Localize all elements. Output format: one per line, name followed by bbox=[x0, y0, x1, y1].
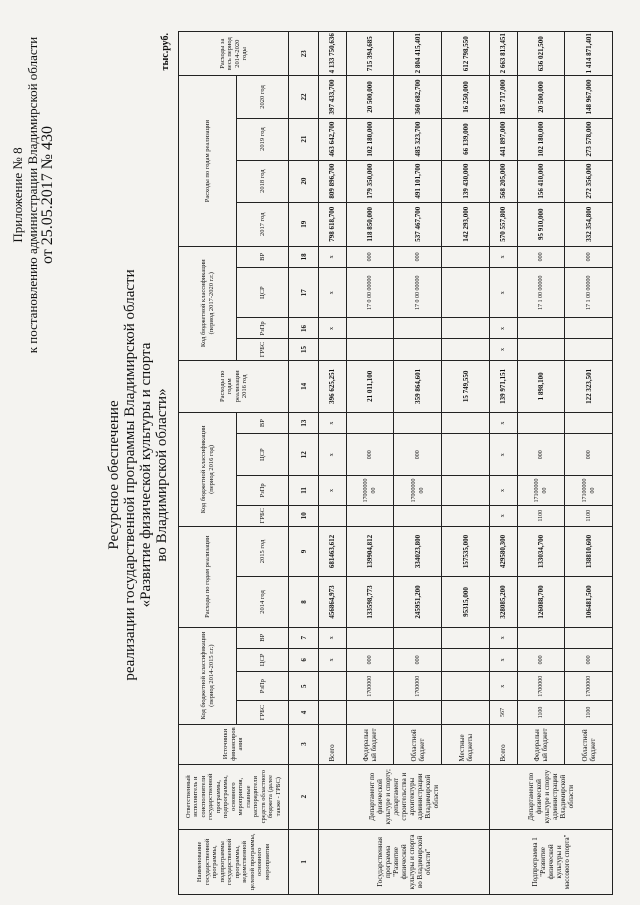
table-cell bbox=[442, 476, 490, 505]
column-index: 9 bbox=[289, 526, 319, 577]
table-cell: 273 578,000 bbox=[565, 118, 613, 160]
table-cell bbox=[394, 505, 442, 526]
table-cell bbox=[346, 413, 394, 434]
header-grbs: ГРБС bbox=[237, 339, 289, 360]
table-cell bbox=[442, 701, 490, 724]
header-2015: 2015 год bbox=[237, 526, 289, 577]
column-index: 22 bbox=[289, 76, 319, 118]
table-cell bbox=[442, 246, 490, 267]
table-cell: х bbox=[489, 476, 517, 505]
table-cell: 126088,700 bbox=[517, 577, 565, 628]
table-cell bbox=[442, 671, 490, 700]
table-cell: 1 414 871,401 bbox=[565, 32, 613, 76]
table-cell: х bbox=[489, 413, 517, 434]
table-cell: 1700000000 bbox=[346, 476, 394, 505]
appendix-number: Приложение № 8 bbox=[10, 147, 25, 243]
column-index: 14 bbox=[289, 360, 319, 413]
title-line-1: Ресурсное обеспечение bbox=[106, 400, 122, 550]
table-cell: 245951,200 bbox=[394, 577, 442, 628]
table-cell: 118 850,000 bbox=[346, 202, 394, 246]
table-cell bbox=[346, 318, 394, 339]
column-index: 13 bbox=[289, 413, 319, 434]
table-cell: 1710000000 bbox=[565, 476, 613, 505]
column-index: 19 bbox=[289, 202, 319, 246]
funding-source: Всего bbox=[319, 724, 347, 764]
column-index: 3 bbox=[289, 724, 319, 764]
table-cell: 570 557,800 bbox=[489, 202, 517, 246]
table-cell: х bbox=[489, 267, 517, 318]
table-cell: 1700000 bbox=[394, 671, 442, 700]
table-cell: х bbox=[489, 671, 517, 700]
table-cell: 122 323,501 bbox=[565, 360, 613, 413]
table-cell bbox=[565, 413, 613, 434]
table-cell: х bbox=[319, 476, 347, 505]
header-2014: 2014 год bbox=[237, 577, 289, 628]
header-name: Наименование государственной программы, подпрограммы государственной программы, ведомственной целевой программы, основного мероприятия bbox=[179, 829, 289, 894]
grbs-code: 567 bbox=[500, 708, 507, 717]
table-cell: 102 180,000 bbox=[517, 118, 565, 160]
appendix-block bbox=[10, 35, 55, 355]
table-cell bbox=[319, 701, 347, 724]
table-cell: 95 910,000 bbox=[517, 202, 565, 246]
appendix-date: от 25.05.2017 № 430 bbox=[39, 125, 56, 265]
header-rzpr: РзПр bbox=[237, 476, 289, 505]
funding-source: Всего bbox=[489, 724, 517, 764]
program-section bbox=[319, 32, 490, 895]
table-cell: 000 bbox=[565, 434, 613, 476]
table-cell: х bbox=[319, 434, 347, 476]
table-cell: х bbox=[489, 627, 517, 648]
table-cell: 16 250,000 bbox=[442, 76, 490, 118]
table-cell: 139 971,151 bbox=[489, 360, 517, 413]
column-index: 4 bbox=[289, 701, 319, 724]
table-cell: х bbox=[319, 627, 347, 648]
table-cell: 000 bbox=[346, 246, 394, 267]
table-cell bbox=[319, 505, 347, 526]
table-cell: х bbox=[489, 318, 517, 339]
header-rzpr: РзПр bbox=[237, 671, 289, 700]
column-index: 6 bbox=[289, 648, 319, 671]
table-cell: 332 354,800 bbox=[565, 202, 613, 246]
resource-table bbox=[178, 31, 613, 895]
table-cell: 463 642,700 bbox=[319, 118, 347, 160]
subprogram-responsible: Департамент по физической культуре и спорту администрации Владимирской области bbox=[489, 764, 612, 829]
header-2017: 2017 год bbox=[237, 202, 289, 246]
table-cell: 102 180,000 bbox=[346, 118, 394, 160]
column-index: 11 bbox=[289, 476, 319, 505]
table-cell: 000 bbox=[394, 648, 442, 671]
table-cell: х bbox=[489, 246, 517, 267]
table-cell: 328085,200 bbox=[489, 577, 517, 628]
subprogram-row bbox=[489, 32, 517, 895]
table-cell: 441 897,000 bbox=[489, 118, 517, 160]
column-index: 16 bbox=[289, 318, 319, 339]
table-cell: х bbox=[319, 413, 347, 434]
title-line-3: «Развитие физической культуры и спорта bbox=[138, 342, 154, 608]
table-cell: 17 1 00 00000 bbox=[517, 267, 565, 318]
table-cell: х bbox=[489, 648, 517, 671]
header-source: Источники финансирования bbox=[179, 724, 289, 764]
table-cell bbox=[346, 701, 394, 724]
table-cell: 715 394,685 bbox=[346, 32, 394, 76]
column-index: 17 bbox=[289, 267, 319, 318]
column-index: 23 bbox=[289, 32, 319, 76]
column-index-row bbox=[289, 32, 319, 895]
table-cell: х bbox=[319, 318, 347, 339]
header-2018: 2018 год bbox=[237, 160, 289, 202]
table-cell: 568 205,000 bbox=[489, 160, 517, 202]
table-cell: 21 011,100 bbox=[346, 360, 394, 413]
column-index: 8 bbox=[289, 577, 319, 628]
header-rzpr: РзПр bbox=[237, 318, 289, 339]
table-cell: 2 804 415,401 bbox=[394, 32, 442, 76]
table-cell: 156 410,000 bbox=[517, 160, 565, 202]
header-grbs: ГРБС bbox=[237, 701, 289, 724]
table-cell bbox=[346, 339, 394, 360]
header-responsible: Ответственный исполнитель и соисполнители государственной программы, подпрограммы, основного мероприятия, главные распорядители средств областного бюджета (далее также - ГРБС) bbox=[179, 764, 289, 829]
table-cell: 000 bbox=[565, 648, 613, 671]
table-cell bbox=[319, 339, 347, 360]
table-cell bbox=[442, 627, 490, 648]
table-cell bbox=[442, 434, 490, 476]
table-cell: 809 896,700 bbox=[319, 160, 347, 202]
table-cell: 17 0 00 00000 bbox=[394, 267, 442, 318]
table-cell: 2 663 813,451 bbox=[489, 32, 517, 76]
table-cell: 000 bbox=[394, 246, 442, 267]
table-cell: 1100 bbox=[517, 505, 565, 526]
column-index: 2 bbox=[289, 764, 319, 829]
header-code-2014-2015: Код бюджетной классификации (период 2014-2015 г.г.) bbox=[179, 627, 237, 724]
table-cell: 612 798,550 bbox=[442, 32, 490, 76]
funding-source: Областной бюджет bbox=[394, 724, 442, 764]
table-cell: 000 bbox=[565, 246, 613, 267]
table-cell: 000 bbox=[346, 434, 394, 476]
table-cell bbox=[442, 339, 490, 360]
table-cell: 491 101,700 bbox=[394, 160, 442, 202]
table-cell bbox=[394, 339, 442, 360]
table-cell: 636 021,500 bbox=[517, 32, 565, 76]
table-cell: 334023,800 bbox=[394, 526, 442, 577]
table-cell: 485 323,700 bbox=[394, 118, 442, 160]
table-cell: х bbox=[319, 648, 347, 671]
table-cell bbox=[442, 648, 490, 671]
table-cell: 133034,700 bbox=[517, 526, 565, 577]
column-index: 21 bbox=[289, 118, 319, 160]
document-header bbox=[8, 25, 178, 895]
column-index: 15 bbox=[289, 339, 319, 360]
column-index: 18 bbox=[289, 246, 319, 267]
header-vr: ВР bbox=[237, 413, 289, 434]
header-vr: ВР bbox=[237, 627, 289, 648]
appendix-reference: к постановлению администрации Владимирской области bbox=[25, 36, 40, 354]
table-cell: 798 618,700 bbox=[319, 202, 347, 246]
table-cell: 185 717,000 bbox=[489, 76, 517, 118]
table-cell: 20 500,000 bbox=[517, 76, 565, 118]
column-index: 12 bbox=[289, 434, 319, 476]
table-cell bbox=[394, 627, 442, 648]
table-cell bbox=[517, 339, 565, 360]
header-spend-2016: Расходы по годам реализации 2016 год bbox=[179, 360, 289, 413]
header-total: Расходы за весь период 2014-2020 годы bbox=[179, 32, 289, 76]
header-code-2016: Код бюджетной классификации (период 2016 год) bbox=[179, 413, 237, 527]
header-spend-2014-2015: Расходы по годам реализации bbox=[179, 526, 237, 627]
table-cell: 456864,973 bbox=[319, 577, 347, 628]
table-cell bbox=[394, 318, 442, 339]
title-line-2: реализации государственной программы Владимирской области bbox=[122, 269, 138, 681]
table-cell bbox=[442, 267, 490, 318]
table-cell bbox=[517, 318, 565, 339]
header-csr: ЦСР bbox=[237, 648, 289, 671]
funding-source: Федеральный бюджет bbox=[346, 724, 394, 764]
table-cell: 139 430,000 bbox=[442, 160, 490, 202]
table-cell bbox=[346, 627, 394, 648]
table-cell: 681463,612 bbox=[319, 526, 347, 577]
column-index: 1 bbox=[289, 829, 319, 894]
units-label: тыс.руб. bbox=[160, 33, 171, 71]
header-grbs: ГРБС bbox=[237, 505, 289, 526]
table-cell: 000 bbox=[517, 648, 565, 671]
funding-source: Федеральный бюджет bbox=[517, 724, 565, 764]
table-cell: 272 356,000 bbox=[565, 160, 613, 202]
table-cell: 359 864,601 bbox=[394, 360, 442, 413]
column-index: 7 bbox=[289, 627, 319, 648]
table-cell: х bbox=[489, 505, 517, 526]
document-title bbox=[106, 175, 170, 775]
table-cell: 139904,812 bbox=[346, 526, 394, 577]
table-cell: 000 bbox=[346, 648, 394, 671]
header-csr: ЦСР bbox=[237, 267, 289, 318]
table-cell: 148 967,000 bbox=[565, 76, 613, 118]
table-cell bbox=[442, 318, 490, 339]
table-cell bbox=[346, 505, 394, 526]
table-cell: 1700000 bbox=[517, 671, 565, 700]
table-cell bbox=[565, 627, 613, 648]
table-cell bbox=[517, 413, 565, 434]
table-cell: х bbox=[319, 267, 347, 318]
header-2020: 2020 год bbox=[237, 76, 289, 118]
table-cell: 1100 bbox=[565, 505, 613, 526]
table-cell: 157535,000 bbox=[442, 526, 490, 577]
table-cell bbox=[442, 413, 490, 434]
table-cell: х bbox=[489, 434, 517, 476]
table-cell: 000 bbox=[517, 246, 565, 267]
table-cell: 397 433,700 bbox=[319, 76, 347, 118]
table-cell: 95315,000 bbox=[442, 577, 490, 628]
table-cell: 000 bbox=[394, 434, 442, 476]
table-cell bbox=[394, 413, 442, 434]
table-cell: 1700000 bbox=[565, 671, 613, 700]
table-cell: 1700000 bbox=[346, 671, 394, 700]
column-index: 5 bbox=[289, 671, 319, 700]
header-spend-2017-2020: Расходы по годам реализации bbox=[179, 76, 237, 246]
column-index: 20 bbox=[289, 160, 319, 202]
table-cell: 17 0 00 00000 bbox=[346, 267, 394, 318]
rotated-page bbox=[8, 25, 618, 895]
table-cell bbox=[489, 701, 517, 724]
header-code-2017-2020: Код бюджетной классификации (период 2017-2020 г.г.) bbox=[179, 246, 237, 360]
header-vr: ВР bbox=[237, 246, 289, 267]
table-cell bbox=[442, 505, 490, 526]
subprogram-name: Подпрограмма 1 "Развитие физической культуры и массового спорта" bbox=[489, 829, 612, 894]
table-cell: 142 293,000 bbox=[442, 202, 490, 246]
table-cell: 138810,600 bbox=[565, 526, 613, 577]
table-cell: 106481,500 bbox=[565, 577, 613, 628]
table-cell: 429580,300 bbox=[489, 526, 517, 577]
table-cell: 1100 bbox=[565, 701, 613, 724]
header-csr: ЦСР bbox=[237, 434, 289, 476]
funding-source: Областной бюджет bbox=[565, 724, 613, 764]
table-cell: 133598,773 bbox=[346, 577, 394, 628]
subprogram-section bbox=[489, 32, 612, 895]
program-row bbox=[319, 32, 347, 895]
table-cell: 17 1 00 00000 bbox=[565, 267, 613, 318]
table-cell: 1100 bbox=[517, 701, 565, 724]
table-cell: 15 749,550 bbox=[442, 360, 490, 413]
table-cell: 396 625,251 bbox=[319, 360, 347, 413]
column-index: 10 bbox=[289, 505, 319, 526]
table-cell: 360 682,700 bbox=[394, 76, 442, 118]
table-cell: 4 133 750,636 bbox=[319, 32, 347, 76]
program-name: Государственная программа "Развитие физической культуры и спорта во Владимирской области" bbox=[319, 829, 490, 894]
table-cell: 1710000000 bbox=[517, 476, 565, 505]
table-cell bbox=[565, 339, 613, 360]
table-cell bbox=[319, 671, 347, 700]
header-2019: 2019 год bbox=[237, 118, 289, 160]
table-cell bbox=[565, 318, 613, 339]
table-cell bbox=[394, 701, 442, 724]
table-cell: 1 898,100 bbox=[517, 360, 565, 413]
funding-source: Местные бюджеты bbox=[442, 724, 490, 764]
table-cell: х bbox=[489, 339, 517, 360]
table-cell: 537 467,700 bbox=[394, 202, 442, 246]
table-cell: 66 139,000 bbox=[442, 118, 490, 160]
title-line-4: во Владимирской области» bbox=[154, 388, 170, 562]
table-cell: х bbox=[319, 246, 347, 267]
table-cell bbox=[517, 627, 565, 648]
table-cell: 1700000000 bbox=[394, 476, 442, 505]
table-cell: 20 500,000 bbox=[346, 76, 394, 118]
table-cell: 179 350,000 bbox=[346, 160, 394, 202]
program-responsible: Департамент по физической культуре и спорту; департамент строительства и архитектуры администрации Владимирской области bbox=[319, 764, 490, 829]
table-cell: 000 bbox=[517, 434, 565, 476]
